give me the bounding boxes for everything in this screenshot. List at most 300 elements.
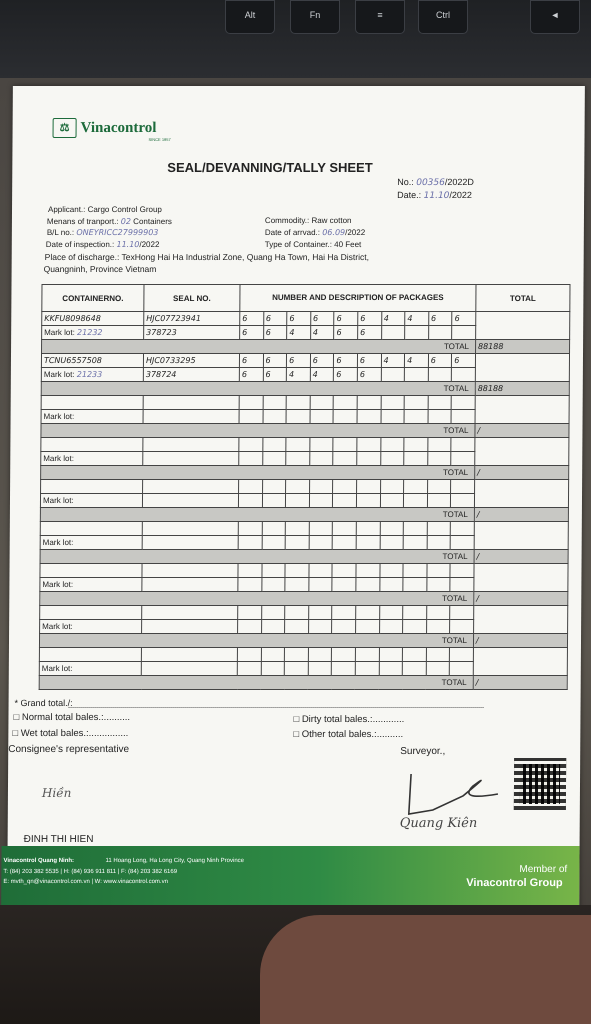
sheet-number: No.: 00356/2022D bbox=[397, 177, 474, 188]
logo-tagline: SINCE 1957 bbox=[148, 137, 171, 142]
total-label: TOTAL bbox=[40, 592, 474, 606]
package-count bbox=[238, 522, 262, 536]
total-row bbox=[40, 592, 568, 606]
package-count bbox=[309, 522, 333, 536]
package-count bbox=[426, 648, 450, 662]
alt-key: Alt bbox=[225, 0, 275, 34]
package-count bbox=[285, 606, 309, 620]
package-count bbox=[239, 480, 263, 494]
container-number bbox=[39, 648, 141, 662]
total-value: / bbox=[473, 676, 567, 690]
total-label: TOTAL bbox=[39, 634, 473, 648]
package-count bbox=[451, 452, 475, 466]
total-label: TOTAL bbox=[41, 466, 475, 480]
package-count bbox=[309, 536, 333, 550]
package-count bbox=[357, 452, 381, 466]
mark-lot-label: Mark lot: bbox=[42, 580, 74, 589]
mark-lot-label: Mark lot: bbox=[43, 370, 75, 379]
package-count bbox=[357, 410, 381, 424]
package-count bbox=[285, 522, 309, 536]
package-count: 6 bbox=[358, 326, 382, 340]
package-count bbox=[286, 480, 310, 494]
package-count bbox=[310, 438, 334, 452]
package-count: 6 bbox=[263, 354, 287, 368]
package-count bbox=[427, 578, 451, 592]
package-count bbox=[403, 536, 427, 550]
footer-email: E: mvth_qn@vinacontrol.com.vn | W: www.vinacontrol.com.vn bbox=[3, 879, 168, 885]
package-count bbox=[285, 648, 309, 662]
package-count bbox=[261, 620, 285, 634]
package-count bbox=[355, 662, 379, 676]
package-count bbox=[356, 522, 380, 536]
menu-key: ≡ bbox=[355, 0, 405, 34]
package-count: 6 bbox=[334, 354, 358, 368]
package-count bbox=[357, 396, 381, 410]
seal-number-2 bbox=[142, 578, 238, 592]
tally-table bbox=[39, 284, 571, 690]
inspection-date: Date of inspection.: 11.10/2022 bbox=[45, 240, 160, 249]
mark-lot-label: Mark lot: bbox=[43, 454, 74, 463]
package-count bbox=[427, 480, 451, 494]
seal-number bbox=[142, 522, 238, 536]
row-total-cell bbox=[474, 564, 568, 592]
package-count bbox=[308, 606, 332, 620]
package-count: 6 bbox=[428, 354, 452, 368]
package-count bbox=[332, 620, 356, 634]
package-count bbox=[286, 452, 310, 466]
mark-lot-label: Mark lot: bbox=[42, 538, 74, 547]
surveyor-signature-mark bbox=[403, 766, 514, 846]
package-count bbox=[238, 564, 262, 578]
qr-code-pattern bbox=[520, 764, 560, 804]
package-count bbox=[357, 480, 381, 494]
mark-lot-value: 21232 bbox=[77, 328, 103, 337]
place-of-discharge: Place of discharge.: TexHong Hai Ha Industrial Zone, Quang Ha Town, Hai Ha District, bbox=[44, 252, 369, 262]
package-count: 6 bbox=[240, 312, 264, 326]
package-count bbox=[427, 564, 451, 578]
package-count bbox=[239, 410, 263, 424]
row-total-cell bbox=[474, 522, 568, 550]
package-count bbox=[310, 452, 334, 466]
seal-number-2 bbox=[142, 494, 238, 508]
package-count bbox=[309, 578, 333, 592]
package-count: 4 bbox=[287, 326, 311, 340]
consignee-name: ĐINH THI HIEN bbox=[23, 834, 94, 845]
package-count: 4 bbox=[310, 368, 334, 382]
package-count bbox=[261, 648, 285, 662]
package-count bbox=[238, 620, 262, 634]
package-count bbox=[262, 564, 286, 578]
package-count: 6 bbox=[310, 312, 334, 326]
package-count: 6 bbox=[358, 312, 382, 326]
package-count: 4 bbox=[381, 354, 405, 368]
package-count bbox=[309, 480, 333, 494]
package-count bbox=[404, 438, 428, 452]
package-count bbox=[262, 536, 286, 550]
total-label: TOTAL bbox=[41, 424, 475, 438]
mark-lot-cell bbox=[39, 662, 141, 676]
container-header: CONTAINERNO. bbox=[42, 285, 144, 312]
arrival-date: Date of arrvad.: 06.09/2022 bbox=[264, 228, 366, 237]
package-count bbox=[403, 606, 427, 620]
seal-number-2 bbox=[143, 410, 239, 424]
package-count bbox=[237, 662, 261, 676]
package-count bbox=[428, 368, 452, 382]
container-number bbox=[41, 396, 143, 410]
package-count bbox=[404, 396, 428, 410]
total-label: TOTAL bbox=[42, 340, 476, 354]
package-count bbox=[239, 452, 263, 466]
package-count bbox=[308, 662, 332, 676]
total-value: / bbox=[474, 592, 568, 606]
package-count bbox=[380, 522, 404, 536]
package-count bbox=[405, 326, 429, 340]
table-row bbox=[42, 312, 570, 326]
package-count bbox=[403, 620, 427, 634]
mark-lot-cell bbox=[40, 536, 142, 550]
surveyor-signature: Quang Kiên bbox=[399, 816, 478, 831]
package-count bbox=[427, 522, 451, 536]
package-count bbox=[333, 494, 357, 508]
package-count bbox=[450, 620, 474, 634]
package-count: 6 bbox=[357, 354, 381, 368]
package-count bbox=[427, 536, 451, 550]
seal-number-2: 378723 bbox=[144, 326, 240, 340]
total-row bbox=[40, 550, 568, 564]
package-count bbox=[286, 396, 310, 410]
package-count: 4 bbox=[287, 368, 311, 382]
package-count: 6 bbox=[334, 312, 358, 326]
package-count bbox=[238, 606, 262, 620]
package-count bbox=[404, 494, 428, 508]
total-value: / bbox=[475, 424, 569, 438]
package-count bbox=[286, 494, 310, 508]
sheet-title: SEAL/DEVANNING/TALLY SHEET bbox=[167, 160, 373, 175]
package-count: 6 bbox=[263, 312, 287, 326]
package-count bbox=[403, 578, 427, 592]
package-count bbox=[404, 368, 428, 382]
package-count bbox=[263, 410, 287, 424]
package-count bbox=[333, 480, 357, 494]
mark-lot-label: Mark lot: bbox=[44, 328, 75, 337]
table-row bbox=[41, 396, 569, 410]
container-number bbox=[40, 564, 142, 578]
dirty-total-bales: □ Dirty total bales.:............ bbox=[293, 714, 405, 725]
package-count bbox=[404, 452, 428, 466]
footer-phones: T: (84) 203 382 5535 | H: (84) 936 911 811 | F: (84) 203 382 6169 bbox=[3, 869, 178, 875]
package-count: 4 bbox=[405, 312, 429, 326]
footer-group: Vinacontrol Group bbox=[466, 877, 563, 889]
container-number bbox=[40, 522, 142, 536]
table-row bbox=[41, 438, 569, 452]
package-count bbox=[263, 396, 287, 410]
package-count bbox=[380, 480, 404, 494]
package-count: 6 bbox=[287, 354, 311, 368]
row-total-cell bbox=[473, 648, 567, 676]
mark-lot-label: Mark lot: bbox=[42, 496, 74, 505]
package-count bbox=[285, 536, 309, 550]
vinacontrol-logo bbox=[53, 118, 157, 138]
package-count bbox=[262, 452, 286, 466]
commodity: Commodity.: Raw cotton bbox=[264, 216, 352, 225]
row-total-cell bbox=[473, 606, 567, 634]
mark-lot-value: 21233 bbox=[76, 370, 103, 379]
package-count bbox=[428, 410, 452, 424]
package-count: 6 bbox=[239, 368, 263, 382]
package-count: 6 bbox=[263, 368, 287, 382]
keyboard bbox=[0, 0, 591, 78]
table-row bbox=[40, 522, 568, 536]
package-count bbox=[332, 648, 356, 662]
package-count bbox=[381, 368, 405, 382]
package-count: 6 bbox=[357, 368, 381, 382]
package-count bbox=[261, 578, 285, 592]
package-count bbox=[403, 564, 427, 578]
mark-lot-cell bbox=[41, 452, 143, 466]
seal-number-2: 378724 bbox=[143, 368, 239, 382]
package-count bbox=[332, 578, 356, 592]
package-count bbox=[333, 410, 357, 424]
total-row bbox=[41, 466, 569, 480]
scales-icon: ⚖ bbox=[53, 118, 77, 138]
package-count bbox=[452, 368, 476, 382]
package-count bbox=[356, 494, 380, 508]
table-row bbox=[40, 564, 568, 578]
package-count bbox=[308, 620, 332, 634]
package-count bbox=[356, 606, 380, 620]
package-count bbox=[285, 620, 309, 634]
logo-text: Vinacontrol bbox=[80, 119, 157, 136]
fn-key: Fn bbox=[290, 0, 340, 34]
row-total-cell bbox=[474, 480, 568, 508]
seal-number-2 bbox=[142, 620, 238, 634]
package-count bbox=[380, 452, 404, 466]
place-of-discharge-line2: Quangninh, Province Vietnam bbox=[43, 264, 157, 274]
package-count bbox=[285, 578, 309, 592]
package-count bbox=[428, 438, 452, 452]
total-value: / bbox=[474, 550, 568, 564]
normal-total-bales: □ Normal total bales.:.......... bbox=[13, 712, 131, 723]
package-count bbox=[261, 662, 285, 676]
package-count bbox=[309, 564, 333, 578]
package-count bbox=[379, 662, 403, 676]
package-count bbox=[426, 662, 450, 676]
package-count bbox=[450, 606, 474, 620]
package-count bbox=[450, 564, 474, 578]
package-count: 6 bbox=[334, 326, 358, 340]
table-row bbox=[40, 606, 568, 620]
package-count bbox=[450, 578, 474, 592]
seal-number bbox=[142, 564, 238, 578]
grand-total-line bbox=[69, 707, 484, 708]
package-count: 6 bbox=[452, 312, 476, 326]
total-label: TOTAL bbox=[40, 508, 474, 522]
mark-lot-cell bbox=[42, 326, 144, 340]
seal-header: SEAL NO. bbox=[144, 285, 240, 312]
total-value: 88188 bbox=[475, 340, 569, 354]
package-count bbox=[237, 648, 261, 662]
package-count: 6 bbox=[334, 368, 358, 382]
package-count bbox=[239, 396, 263, 410]
total-value: 88188 bbox=[475, 382, 569, 396]
package-count bbox=[262, 522, 286, 536]
seal-number bbox=[143, 438, 239, 452]
total-label: TOTAL bbox=[40, 550, 474, 564]
container-number: KKFU8098648 bbox=[42, 312, 144, 326]
package-count bbox=[357, 438, 381, 452]
package-count bbox=[356, 578, 380, 592]
package-count bbox=[238, 578, 262, 592]
package-count bbox=[285, 564, 309, 578]
package-count bbox=[284, 662, 308, 676]
package-count: 6 bbox=[263, 326, 287, 340]
package-count bbox=[426, 606, 450, 620]
package-count bbox=[239, 438, 263, 452]
left-arrow-key: ◄ bbox=[530, 0, 580, 34]
package-count bbox=[381, 396, 405, 410]
package-count: 6 bbox=[428, 312, 452, 326]
seal-number bbox=[143, 480, 239, 494]
package-count bbox=[356, 620, 380, 634]
mark-lot-cell bbox=[41, 410, 143, 424]
row-total-cell bbox=[476, 312, 570, 340]
package-count bbox=[332, 606, 356, 620]
package-count bbox=[450, 536, 474, 550]
package-count bbox=[403, 522, 427, 536]
surveyor-label: Surveyor., bbox=[400, 746, 446, 757]
seal-number-2 bbox=[141, 662, 237, 676]
table-row bbox=[41, 480, 569, 494]
package-count bbox=[450, 648, 474, 662]
package-count bbox=[379, 578, 403, 592]
package-count bbox=[356, 564, 380, 578]
package-count bbox=[380, 564, 404, 578]
package-count bbox=[355, 648, 379, 662]
hand bbox=[260, 915, 591, 1024]
container-type: Type of Container.: 40 Feet bbox=[264, 240, 362, 249]
package-count bbox=[451, 438, 475, 452]
consignee-signature: Hiền bbox=[41, 786, 72, 800]
package-count bbox=[380, 438, 404, 452]
package-count bbox=[356, 536, 380, 550]
package-count bbox=[427, 494, 451, 508]
total-value: / bbox=[474, 508, 568, 522]
package-count: 4 bbox=[405, 354, 429, 368]
seal-number bbox=[141, 648, 237, 662]
package-count bbox=[404, 480, 428, 494]
sheet-date: Date.: 11.10/2022 bbox=[397, 190, 472, 201]
package-count: 4 bbox=[310, 326, 334, 340]
package-count bbox=[333, 396, 357, 410]
footer-company: Vinacontrol Quang Ninh: bbox=[3, 858, 75, 864]
package-count bbox=[308, 648, 332, 662]
package-count bbox=[379, 620, 403, 634]
total-row bbox=[39, 634, 567, 648]
package-count: 4 bbox=[381, 312, 405, 326]
package-count bbox=[451, 522, 475, 536]
footer-band bbox=[1, 846, 579, 910]
package-count: 6 bbox=[239, 354, 263, 368]
package-count bbox=[450, 662, 474, 676]
package-count bbox=[428, 396, 452, 410]
seal-number: HJC0733295 bbox=[143, 354, 239, 368]
package-count bbox=[451, 396, 475, 410]
package-count bbox=[380, 536, 404, 550]
total-value: / bbox=[475, 466, 569, 480]
mark-lot-cell bbox=[40, 494, 142, 508]
wet-total-bales: □ Wet total bales.:............... bbox=[12, 728, 129, 739]
package-count bbox=[381, 326, 405, 340]
mark-lot-label: Mark lot: bbox=[41, 664, 73, 673]
footer-address: 11 Hoang Long, Ha Long City, Quang Ninh Province bbox=[105, 858, 245, 864]
ctrl-key: Ctrl bbox=[418, 0, 468, 34]
table-header-row bbox=[42, 285, 570, 312]
total-row bbox=[41, 424, 569, 438]
footer-member: Member of bbox=[519, 864, 568, 875]
package-count bbox=[451, 480, 475, 494]
row-total-cell bbox=[475, 438, 569, 466]
package-count bbox=[262, 438, 286, 452]
package-count bbox=[404, 410, 428, 424]
package-count bbox=[332, 662, 356, 676]
total-value: / bbox=[473, 634, 567, 648]
total-row bbox=[41, 382, 569, 396]
mark-lot-cell bbox=[41, 368, 143, 382]
seal-number-2 bbox=[142, 536, 238, 550]
container-number bbox=[40, 606, 142, 620]
consignee-label: Consignee's representative bbox=[8, 744, 130, 755]
package-count bbox=[262, 494, 286, 508]
container-number bbox=[41, 480, 143, 494]
package-count bbox=[286, 438, 310, 452]
mark-lot-cell bbox=[40, 578, 142, 592]
package-count bbox=[380, 494, 404, 508]
package-count bbox=[381, 410, 405, 424]
package-count bbox=[333, 452, 357, 466]
package-count: 6 bbox=[310, 354, 334, 368]
package-count bbox=[309, 494, 333, 508]
package-count bbox=[379, 648, 403, 662]
package-count bbox=[426, 620, 450, 634]
seal-number: HJC07723941 bbox=[144, 312, 240, 326]
package-count bbox=[262, 480, 286, 494]
package-count bbox=[452, 326, 476, 340]
package-count bbox=[310, 410, 334, 424]
row-total-cell bbox=[475, 396, 569, 424]
package-count bbox=[238, 536, 262, 550]
container-number bbox=[41, 438, 143, 452]
transport: Menans of tranport.: 02 Containers bbox=[46, 217, 172, 226]
total-label: TOTAL bbox=[39, 676, 473, 690]
seal-number bbox=[143, 396, 239, 410]
total-header: TOTAL bbox=[476, 285, 570, 312]
table-row bbox=[39, 648, 567, 662]
applicant: Applicant.: Cargo Control Group bbox=[47, 205, 162, 214]
package-count bbox=[286, 410, 310, 424]
package-count bbox=[333, 438, 357, 452]
mark-lot-label: Mark lot: bbox=[43, 412, 75, 421]
package-count bbox=[428, 326, 452, 340]
package-count bbox=[310, 396, 334, 410]
row-total-cell bbox=[475, 354, 569, 382]
package-count: 6 bbox=[287, 312, 311, 326]
package-count bbox=[379, 606, 403, 620]
seal-number-2 bbox=[143, 452, 239, 466]
package-count: 6 bbox=[240, 326, 264, 340]
mark-lot-cell bbox=[40, 620, 142, 634]
package-count: 6 bbox=[452, 354, 476, 368]
package-count bbox=[261, 606, 285, 620]
